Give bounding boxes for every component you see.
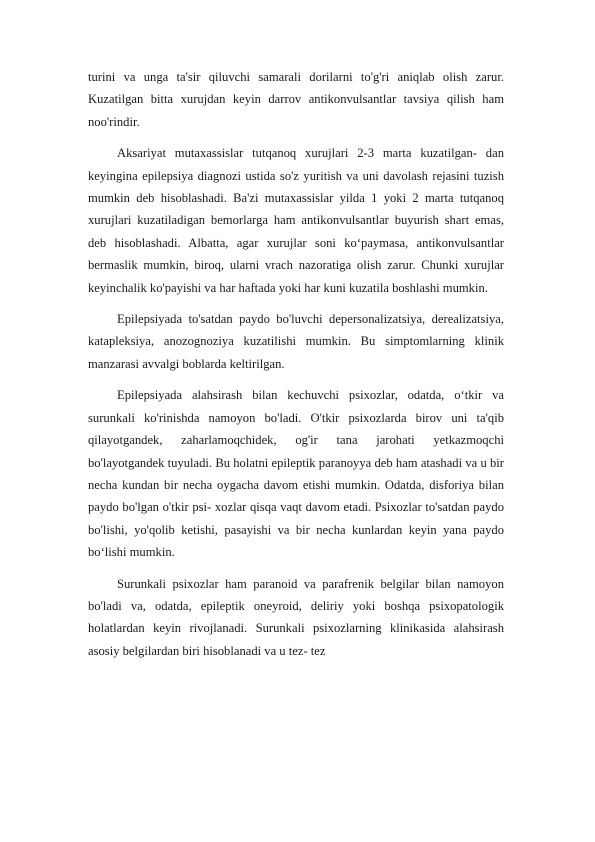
paragraph: Epilepsiyada to'satdan paydo bo'luvchi depersonalizatsiya, derealizatsiya, katapleksiya, anozognoziya kuzatilishi mumkin. Bu simptomlarning klinik manzarasi avvalgi boblarda keltirilgan.	[88, 312, 504, 371]
paragraph-continuation: turini va unga ta'sir qiluvchi samarali dorilarni to'g'ri aniqlab olish zarur. Kuzatilgan bitta xurujdan keyin darrov antikonvulsantlar tavsiya qilish ham noo'rindir.	[88, 70, 504, 129]
paragraph: Surunkali psixozlar ham paranoid va parafrenik belgilar bilan namoyon bo'ladi va, odatda, epileptik oneyroid, deliriy yoki boshqa psixopatologik holatlardan keyin rivojlanadi. Surunkali psixozlarning klinikasida alahsirash asosiy belgilardan biri hisoblanadi va u tez- tez	[88, 576, 504, 658]
paragraph: Epilepsiyada alahsirash bilan kechuvchi psixozlar, odatda, o‘tkir va surunkali ko'rinishda namoyon bo'ladi. O'tkir psixozlarda birov uni ta'qib qilayotgandek, zaharlamoqchidek, og'ir tana jarohati yetkazmoqchi bo'layotgandek tuyuladi. Bu holatni epileptik paranoyya deb ham atashadi va u bir necha kundan bir necha oygacha davom etishi mumkin. Odatda, disforiya bilan paydo bo'lgan o'tkir psi- xozlar qisqa vaqt davom etadi. Psixozlar to'satdan paydo bo'lishi, yo'qolib ketishi, pasayishi va bir necha kunlardan keyin yana paydo bo‘lishi mumkin.	[88, 388, 504, 560]
document-body	[88, 66, 504, 662]
paragraph: Aksariyat mutaxassislar tutqanoq xurujlari 2-3 marta kuzatilgan- dan keyingina epilepsiya diagnozi ustida so'z yuritish va uni davolash rejasini tuzish mumkin deb hisoblashadi. Ba'zi mutaxassislar yilda 1 yoki 2 marta tutqanoq xurujlari kuzatiladigan bemorlarga ham antikonvulsantlar buyurish shart emas, deb hisoblashadi. Albatta, agar xurujlar soni ko‘paymasa, antikonvulsantlar bermaslik mumkin, biroq, ularni vrach nazoratiga olish zarur. Chunki xurujlar keyinchalik ko'payishi va har haftada yoki har kuni kuzatila boshlashi mumkin.	[88, 146, 504, 295]
